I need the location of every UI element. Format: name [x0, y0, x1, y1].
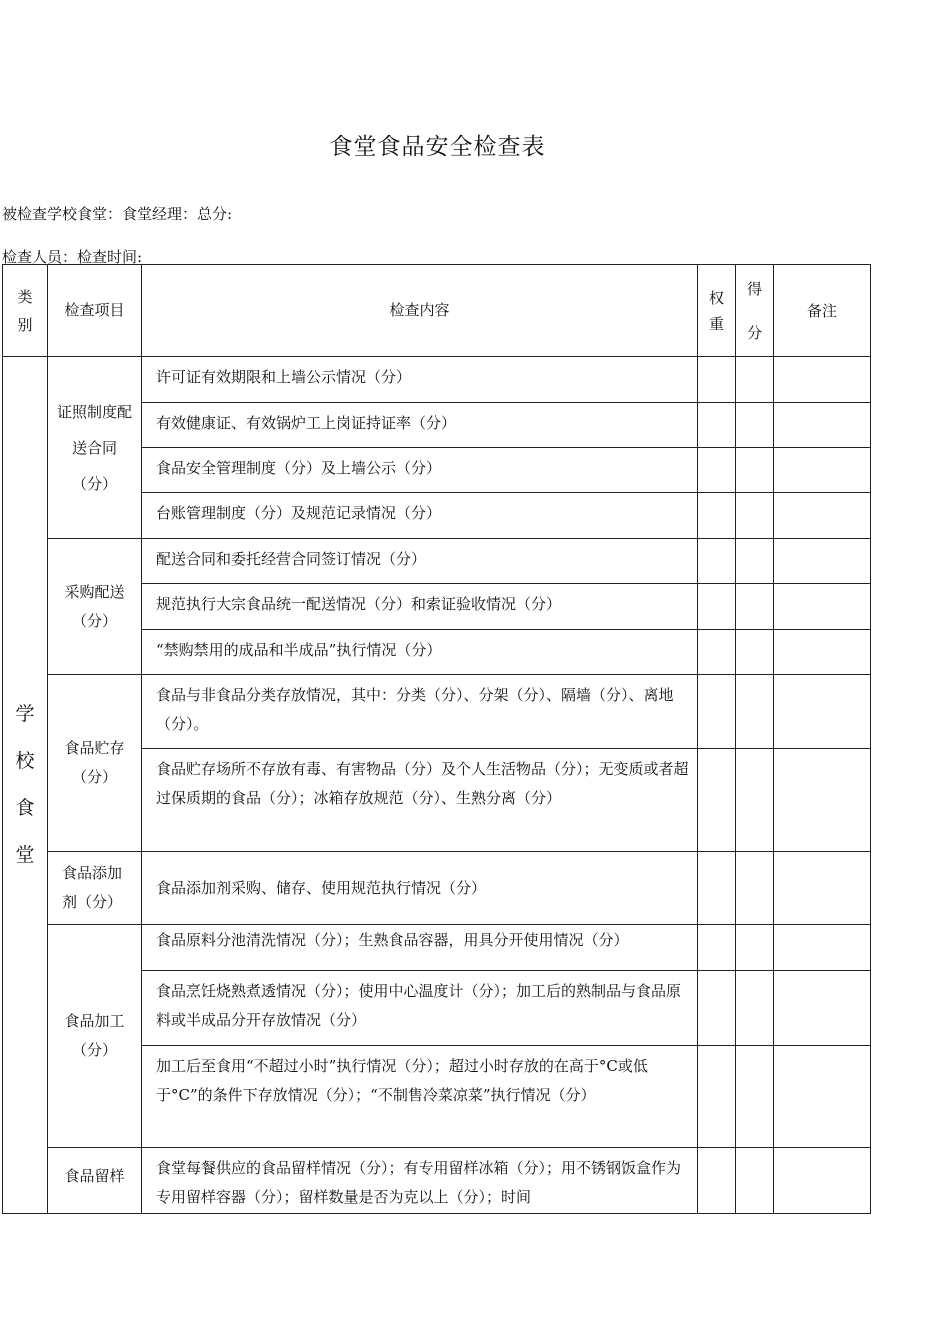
page-title: 食堂食品安全检查表	[329, 134, 546, 160]
table-row	[3, 925, 871, 971]
weight-cell[interactable]	[698, 749, 736, 852]
content-cell: 台账管理制度（分）及规范记录情况（分）	[142, 493, 698, 539]
weight-cell[interactable]	[698, 403, 736, 448]
weight-cell[interactable]	[698, 357, 736, 403]
header-row	[3, 265, 871, 357]
inspected-school-line: 被检查学校食堂：食堂经理：总分:	[2, 205, 233, 223]
header-score: 得分	[736, 265, 774, 357]
score-cell[interactable]	[736, 539, 774, 584]
note-cell[interactable]	[774, 357, 871, 403]
note-cell[interactable]	[774, 493, 871, 539]
weight-cell[interactable]	[698, 925, 736, 971]
inspector-line: 检查人员：检查时间:	[2, 248, 143, 266]
content-cell: 食品安全管理制度（分）及上墙公示（分）	[142, 448, 698, 493]
content-cell: 配送合同和委托经营合同签订情况（分）	[142, 539, 698, 584]
note-cell[interactable]	[774, 852, 871, 925]
note-cell[interactable]	[774, 630, 871, 675]
weight-cell[interactable]	[698, 584, 736, 630]
header-content: 检查内容	[142, 265, 698, 357]
content-cell: “禁购禁用的成品和半成品”执行情况（分）	[142, 630, 698, 675]
note-cell[interactable]	[774, 675, 871, 749]
weight-cell[interactable]	[698, 971, 736, 1046]
weight-cell[interactable]	[698, 493, 736, 539]
note-cell[interactable]	[774, 584, 871, 630]
table-row	[3, 852, 871, 925]
table-row	[3, 1148, 871, 1214]
note-cell[interactable]	[774, 971, 871, 1046]
score-cell[interactable]	[736, 1148, 774, 1214]
weight-cell[interactable]	[698, 1046, 736, 1148]
item-cell: 食品加工（分）	[48, 925, 142, 1148]
score-cell[interactable]	[736, 584, 774, 630]
content-cell: 食堂每餐供应的食品留样情况（分）；有专用留样冰箱（分）；用不锈钢饭盒作为专用留样容器（分）；留样数量是否为克以上（分）；时间	[142, 1148, 698, 1214]
note-cell[interactable]	[774, 1046, 871, 1148]
note-cell[interactable]	[774, 749, 871, 852]
score-cell[interactable]	[736, 852, 774, 925]
note-cell[interactable]	[774, 539, 871, 584]
score-cell[interactable]	[736, 493, 774, 539]
weight-cell[interactable]	[698, 448, 736, 493]
content-cell: 食品原料分池清洗情况（分）；生熟食品容器，用具分开使用情况（分）	[142, 925, 698, 971]
score-cell[interactable]	[736, 448, 774, 493]
weight-cell[interactable]	[698, 675, 736, 749]
content-cell: 食品烹饪烧熟煮透情况（分）；使用中心温度计（分）；加工后的熟制品与食品原料或半成品分开存放情况（分）	[142, 971, 698, 1046]
note-cell[interactable]	[774, 925, 871, 971]
content-cell: 加工后至食用“不超过小时”执行情况（分）；超过小时存放的在高于°C或低于°C”的条件下存放情况（分）；“不制售冷菜凉菜”执行情况（分）	[142, 1046, 698, 1148]
score-cell[interactable]	[736, 925, 774, 971]
content-cell: 有效健康证、有效锅炉工上岗证持证率（分）	[142, 403, 698, 448]
header-category: 类别	[3, 265, 48, 357]
score-cell[interactable]	[736, 630, 774, 675]
content-cell: 许可证有效期限和上墙公示情况（分）	[142, 357, 698, 403]
score-cell[interactable]	[736, 357, 774, 403]
weight-cell[interactable]	[698, 1148, 736, 1214]
category-cell: 学校食堂	[3, 357, 48, 1214]
note-cell[interactable]	[774, 448, 871, 493]
item-cell: 证照制度配送合同（分）	[48, 357, 142, 539]
score-cell[interactable]	[736, 675, 774, 749]
item-cell: 采购配送（分）	[48, 539, 142, 675]
item-cell: 食品留样	[48, 1148, 142, 1214]
table-row	[3, 539, 871, 584]
table-row	[3, 675, 871, 749]
score-cell[interactable]	[736, 971, 774, 1046]
note-cell[interactable]	[774, 1148, 871, 1214]
content-cell: 食品添加剂采购、储存、使用规范执行情况（分）	[142, 852, 698, 925]
item-cell: 食品添加剂（分）	[48, 852, 142, 925]
item-cell: 食品贮存（分）	[48, 675, 142, 852]
weight-cell[interactable]	[698, 539, 736, 584]
header-item: 检查项目	[48, 265, 142, 357]
score-cell[interactable]	[736, 403, 774, 448]
content-cell: 食品与非食品分类存放情况，其中：分类（分）、分架（分）、隔墙（分）、离地（分）。	[142, 675, 698, 749]
table-row	[3, 357, 871, 403]
header-weight: 权重	[698, 265, 736, 357]
score-cell[interactable]	[736, 1046, 774, 1148]
note-cell[interactable]	[774, 403, 871, 448]
weight-cell[interactable]	[698, 852, 736, 925]
content-cell: 食品贮存场所不存放有毒、有害物品（分）及个人生活物品（分）；无变质或者超过保质期的食品（分）；冰箱存放规范（分）、生熟分离（分）	[142, 749, 698, 852]
content-cell: 规范执行大宗食品统一配送情况（分）和索证验收情况（分）	[142, 584, 698, 630]
weight-cell[interactable]	[698, 630, 736, 675]
header-note: 备注	[774, 265, 871, 357]
score-cell[interactable]	[736, 749, 774, 852]
inspection-table	[2, 264, 871, 1214]
